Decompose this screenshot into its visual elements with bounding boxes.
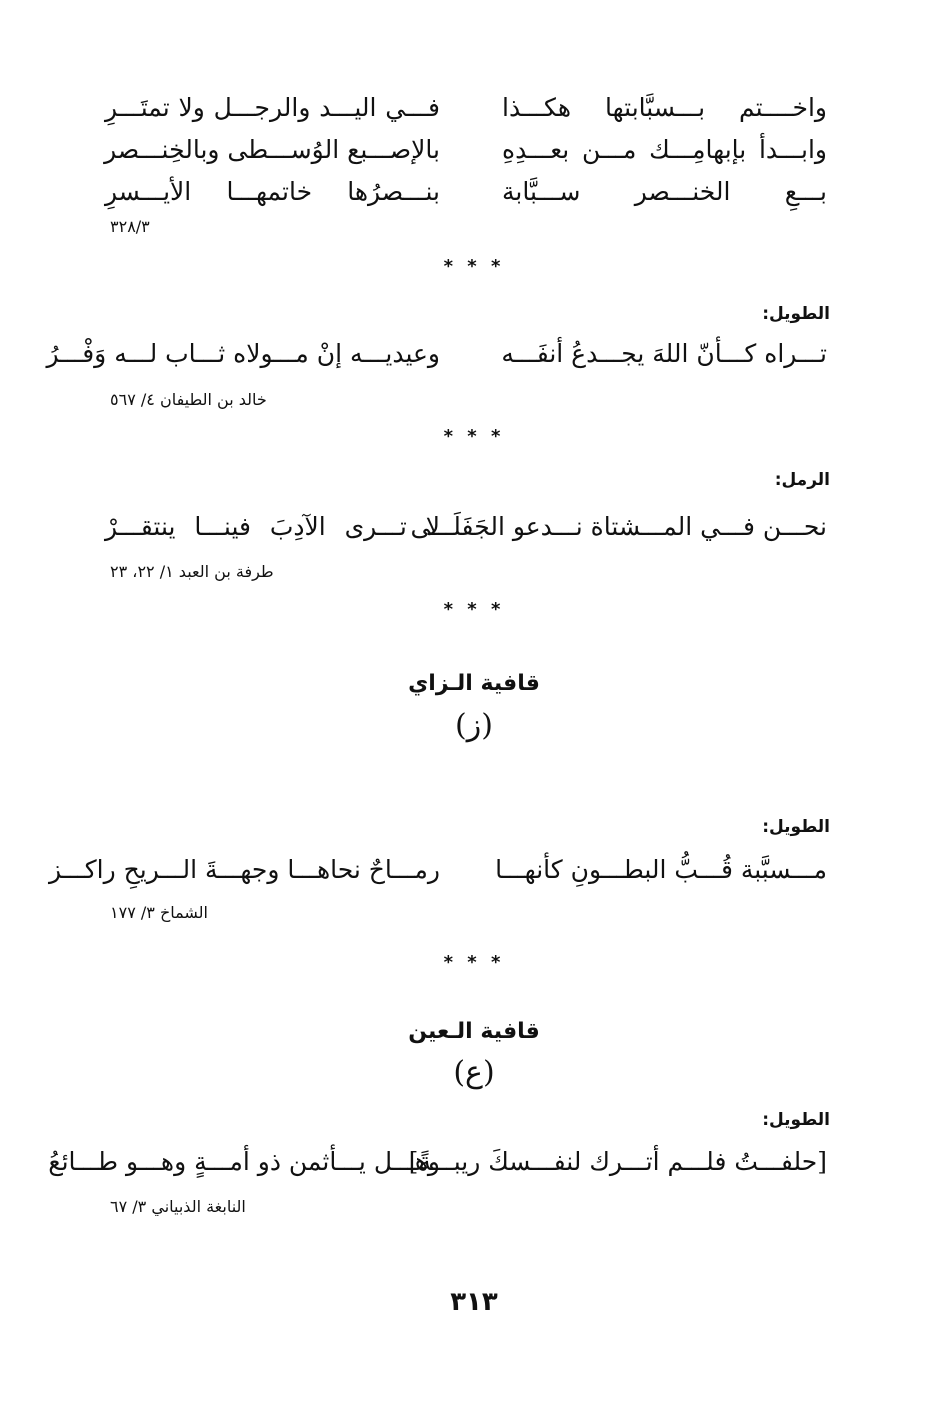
verse-second-hemistich: بالإصـــبع الوُســـطى وبالخِنـــصر	[104, 135, 440, 164]
verse-first-hemistich: بـــعِ الخنـــصر ســـبَّابة	[502, 177, 827, 206]
verse-line	[48, 1140, 827, 1184]
source-reference: ٣٢٨/٣	[110, 217, 150, 236]
section-title: قافية الـزاي	[408, 671, 540, 696]
verse-first-hemistich: واخــــتم بـــسبَّابتها هكـــذا	[502, 93, 827, 122]
separator-stars: * * *	[443, 599, 505, 620]
page-number: ٣١٣	[450, 1287, 498, 1317]
verse-first-hemistich: [حلفـــتُ فلـــم أتـــرك لنفـــسكَ ريبـــةً]	[408, 1147, 827, 1176]
verse-second-hemistich: وهـــل يـــأثمن ذو أمـــةٍ وهـــو طـــائعُ	[48, 1147, 440, 1176]
meter-label: الطويل:	[762, 304, 830, 324]
verse-second-hemistich: بنـــصرُها خاتمهـــا الأيـــسرِ	[105, 177, 440, 206]
source-reference: النابغة الذبياني ٣/ ٦٧	[110, 1197, 246, 1216]
meter-label: الرمل:	[774, 470, 830, 490]
verse-second-hemistich: وعيديـــه إنْ مـــولاه ثـــاب لـــه وَفْـــرُ	[46, 339, 440, 368]
source-reference: طرفة بن العبد ١/ ٢٢، ٢٣	[110, 562, 274, 581]
section-letter: (ز)	[455, 708, 493, 743]
verse-line	[46, 332, 827, 376]
verse-line	[105, 128, 827, 172]
verse-line	[105, 170, 827, 214]
section-letter: (ع)	[453, 1055, 495, 1090]
source-reference: خالد بن الطيفان ٤/ ٥٦٧	[110, 390, 267, 409]
verse-second-hemistich: فـــي اليـــد والرجـــل ولا تمتَـــرِ	[105, 93, 440, 122]
meter-label: الطويل:	[762, 1110, 830, 1130]
source-reference: الشماخ ٣/ ١٧٧	[110, 903, 208, 922]
verse-second-hemistich: لا تـــرى الآدِبَ فينـــا ينتقـــرْ	[105, 512, 440, 541]
verse-first-hemistich: نحـــن فـــي المـــشتاة نـــدعو الجَفَلَـــى	[410, 512, 827, 541]
meter-label: الطويل:	[762, 817, 830, 837]
verse-line	[48, 848, 827, 892]
verse-line	[105, 86, 827, 130]
verse-line	[105, 505, 827, 549]
separator-stars: * * *	[443, 256, 505, 277]
separator-stars: * * *	[443, 426, 505, 447]
separator-stars: * * *	[443, 952, 505, 973]
verse-first-hemistich: وابـــدأ بإبهامِـــك مـــن بعـــدِهِ	[502, 135, 827, 164]
verse-second-hemistich: رمـــاحٌ نحاهـــا وجهـــةَ الـــريحِ راكـــز	[48, 855, 440, 884]
verse-first-hemistich: تـــراه كـــأنّ اللهَ يجـــدعُ أنفَـــه	[501, 339, 827, 368]
verse-first-hemistich: مـــسبَّبة قُـــبُّ البطـــونِ كأنهـــا	[495, 855, 827, 884]
section-title: قافية الـعين	[408, 1019, 540, 1044]
